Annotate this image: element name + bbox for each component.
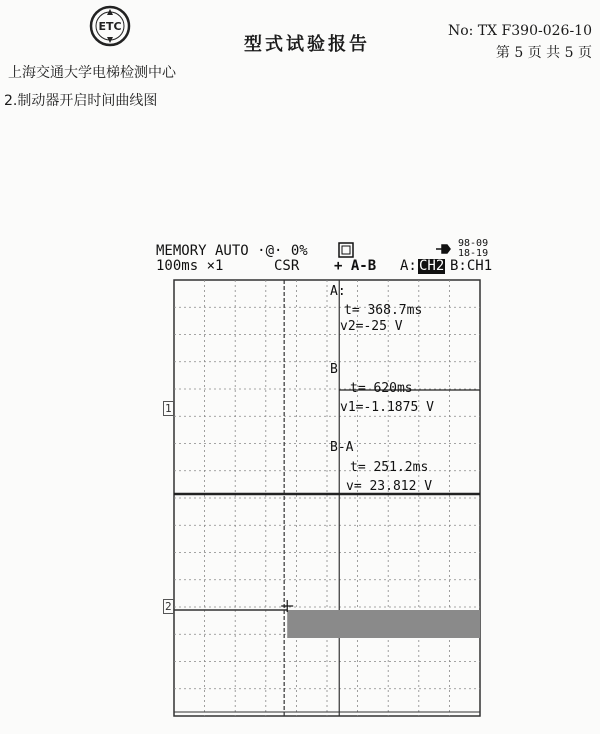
- document-number: No: TX F390-026-10: [447, 23, 592, 39]
- scope-grid: [150, 236, 500, 726]
- timestamp-bottom: 18-19: [458, 248, 489, 259]
- readout-b-label: B: [330, 362, 338, 377]
- readout-a-time: t= 368.7ms: [344, 303, 423, 318]
- timestamp-top: 98-09: [458, 238, 489, 249]
- ch1-marker: 1: [165, 402, 172, 415]
- document-number-block: [448, 20, 592, 64]
- readout-a-voltage: v2=-25 V: [340, 319, 403, 334]
- channel-b-label: B:CH1: [450, 258, 493, 274]
- readout-b-voltage: v1=-1.1875 V: [340, 400, 434, 415]
- channel-a-value: CH2: [419, 258, 445, 274]
- channel-a-label: A:: [400, 258, 417, 274]
- readout-a-label: A:: [330, 284, 346, 299]
- section-title: 2.制动器开启时间曲线图: [4, 93, 158, 109]
- ch2-marker: 2: [165, 600, 172, 613]
- readout-b-time: t= 620ms: [350, 381, 413, 396]
- readout-ba-label: B-A: [330, 440, 354, 455]
- cursor-mode: + A-B: [334, 258, 377, 274]
- organization-name: 上海交通大学电梯检测中心: [8, 65, 176, 81]
- report-title: 型式试验报告: [244, 34, 370, 55]
- scope-status-line-1: MEMORY AUTO ·@· 0%: [156, 243, 308, 259]
- csr-label: CSR: [274, 258, 300, 274]
- oscilloscope-printout: [150, 236, 500, 726]
- readout-ba-voltage: v= 23.812 V: [346, 479, 433, 494]
- ch2-trace-band: [287, 610, 480, 638]
- svg-text:ETC: ETC: [98, 20, 122, 33]
- scope-status-line-2: 100ms ×1: [156, 258, 224, 274]
- etc-logo: [88, 4, 132, 48]
- page-info: 第 5 页 共 5 页: [495, 45, 592, 61]
- readout-ba-time: t= 251.2ms: [350, 460, 429, 475]
